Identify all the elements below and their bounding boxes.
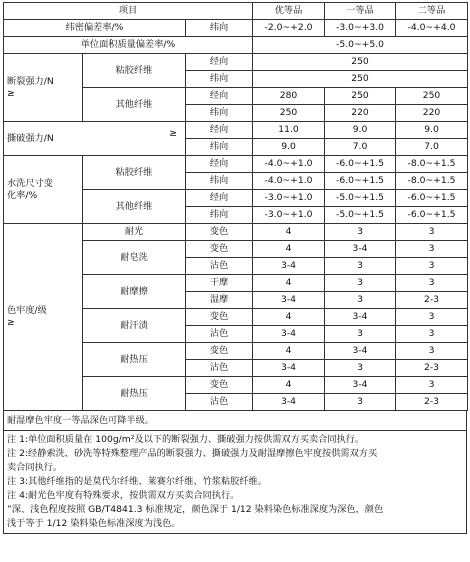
wash-viscose-weft-v3: -8.0~+1.5 <box>396 173 468 190</box>
tearing-ge: ≥ <box>169 128 177 139</box>
color-hot1-stain: 沾色 <box>186 360 253 377</box>
color-r11-v3: 2-3 <box>396 394 468 411</box>
breaking-viscose-weft-val: 250 <box>253 71 468 88</box>
color-r6-v3: 3 <box>396 309 468 326</box>
color-rub: 耐摩擦 <box>83 275 186 309</box>
breaking-other-weft-v3: 220 <box>396 105 468 122</box>
color-r8-v2: 3-4 <box>325 343 396 360</box>
breaking-other-warp-dir: 经向 <box>186 88 253 105</box>
color-soap-change: 变色 <box>186 241 253 258</box>
breaking-viscose-warp-val: 250 <box>253 54 468 71</box>
wash-other-weft-v1: -3.0~+1.0 <box>253 207 325 224</box>
color-r3-v1: 3-4 <box>253 258 325 275</box>
wash-label-line1: 水洗尺寸变 <box>7 177 53 189</box>
breaking-other-weft-v1: 250 <box>253 105 325 122</box>
color-r9-v2: 3 <box>325 360 396 377</box>
color-label-ge: ≥ <box>7 317 15 328</box>
color-r1-v1: 4 <box>253 224 325 241</box>
note-depth-2: 浅于等于 1/12 染料染色标准深度为浅色。 <box>7 518 181 529</box>
wash-viscose-weft-v2: -6.0~+1.5 <box>325 173 396 190</box>
note-wet-rub: 耐湿摩色牢度一等品深色可降半级。 <box>7 415 154 426</box>
color-hot2-change: 变色 <box>186 377 253 394</box>
color-r8-v1: 4 <box>253 343 325 360</box>
color-r2-v2: 3-4 <box>325 241 396 258</box>
breaking-other-weft-v2: 220 <box>325 105 396 122</box>
color-r9-v1: 3-4 <box>253 360 325 377</box>
wash-viscose: 粘胶纤维 <box>83 156 186 190</box>
header-second: 二等品 <box>396 3 468 20</box>
note-3: 注 3:其他纤维指的是莫代尔纤维、莱赛尔纤维、竹浆粘胶纤维。 <box>7 476 267 487</box>
unit-mass-row <box>4 37 468 54</box>
tearing-weft-v3: 7.0 <box>396 139 468 156</box>
wash-label-line2: 化率/% <box>7 189 38 201</box>
color-r10-v2: 3-4 <box>325 377 396 394</box>
color-hot2-stain: 沾色 <box>186 394 253 411</box>
breaking-other-warp-v2: 250 <box>325 88 396 105</box>
color-r2-v1: 4 <box>253 241 325 258</box>
header-row <box>4 3 468 20</box>
color-sweat-stain: 沾色 <box>186 326 253 343</box>
color-r5-v3: 2-3 <box>396 292 468 309</box>
breaking-other-warp-v1: 280 <box>253 88 325 105</box>
notes-body <box>4 430 466 531</box>
color-r3-v3: 3 <box>396 258 468 275</box>
note-2a: 注 2:经静索洗、砂洗等特殊整理产品的断裂强力、撕破强力及耐湿摩擦色牢度按供需双方买 <box>7 448 378 459</box>
weft-density-v1: -2.0~+2.0 <box>253 20 325 37</box>
color-r6-v1: 4 <box>253 309 325 326</box>
breaking-other-warp-v3: 250 <box>396 88 468 105</box>
tearing-weft-v2: 7.0 <box>325 139 396 156</box>
wash-viscose-weft-v1: -4.0~+1.0 <box>253 173 325 190</box>
breaking-viscose: 粘胶纤维 <box>83 54 186 88</box>
weft-density-v3: -4.0~+4.0 <box>396 20 468 37</box>
color-rub-wet: 湿摩 <box>186 292 253 309</box>
color-label-line1: 色牢度/级 <box>7 305 47 316</box>
color-soap-stain: 沾色 <box>186 258 253 275</box>
color-r1-v2: 3 <box>325 224 396 241</box>
header-item: 项目 <box>4 3 253 20</box>
color-rub-dry: 干摩 <box>186 275 253 292</box>
note-2b: 卖合同执行。 <box>7 462 63 473</box>
color-row-1 <box>4 224 468 241</box>
color-hot1-change: 变色 <box>186 343 253 360</box>
spec-document <box>3 2 467 534</box>
color-label <box>4 224 83 411</box>
wash-other-warp-v2: -5.0~+1.5 <box>325 190 396 207</box>
tearing-weft-dir: 纬向 <box>186 139 253 156</box>
tearing-warp-dir: 经向 <box>186 122 253 139</box>
weft-density-label: 纬密偏差率/% <box>4 20 186 37</box>
color-r8-v3: 3 <box>396 343 468 360</box>
wash-viscose-warp-dir: 经向 <box>186 156 253 173</box>
note-4: 注 4:耐光色牢度有特殊要求，按供需双方买卖合同执行。 <box>7 490 240 501</box>
color-r2-v3: 3 <box>396 241 468 258</box>
color-hot1: 耐热压 <box>83 343 186 377</box>
wash-other-warp-v3: -6.0~+1.5 <box>396 190 468 207</box>
breaking-row-1 <box>4 54 468 71</box>
color-r4-v3: 3 <box>396 275 468 292</box>
breaking-other: 其他纤维 <box>83 88 186 122</box>
wash-row-1 <box>4 156 468 173</box>
note-1: 注 1:单位面积质量在 100g/m²及以下的断裂强力、撕破强力按供需双方买卖合同执行。 <box>7 434 365 445</box>
breaking-other-weft-dir: 纬向 <box>186 105 253 122</box>
unit-mass-label: 单位面积质量偏差率/% <box>4 37 253 54</box>
notes-section <box>3 411 467 534</box>
color-r3-v2: 3 <box>325 258 396 275</box>
tearing-row-1 <box>4 122 468 139</box>
color-sweat: 耐汗渍 <box>83 309 186 343</box>
breaking-label-ge: ≥ <box>7 87 15 99</box>
color-r6-v2: 3-4 <box>325 309 396 326</box>
color-r5-v2: 3 <box>325 292 396 309</box>
color-soap: 耐皂洗 <box>83 241 186 275</box>
tearing-warp-v2: 9.0 <box>325 122 396 139</box>
breaking-label-line1: 断裂强力/N <box>7 75 54 87</box>
spec-table <box>3 2 468 411</box>
tearing-warp-v3: 9.0 <box>396 122 468 139</box>
color-r10-v3: 3 <box>396 377 468 394</box>
wash-viscose-warp-v3: -8.0~+1.5 <box>396 156 468 173</box>
color-sweat-change: 变色 <box>186 309 253 326</box>
wash-viscose-warp-v1: -4.0~+1.0 <box>253 156 325 173</box>
weft-density-dir: 纬向 <box>186 20 253 37</box>
unit-mass-value: -5.0~+5.0 <box>253 37 468 54</box>
wash-other-warp-v1: -3.0~+1.0 <box>253 190 325 207</box>
header-superior: 优等品 <box>253 3 325 20</box>
color-r7-v2: 3 <box>325 326 396 343</box>
color-r9-v3: 2-3 <box>396 360 468 377</box>
tearing-warp-v1: 11.0 <box>253 122 325 139</box>
color-r4-v1: 4 <box>253 275 325 292</box>
wash-other-warp-dir: 经向 <box>186 190 253 207</box>
color-r5-v1: 3-4 <box>253 292 325 309</box>
wash-viscose-weft-dir: 纬向 <box>186 173 253 190</box>
wash-other-weft-v3: -6.0~+1.5 <box>396 207 468 224</box>
tearing-label <box>4 122 186 156</box>
breaking-viscose-warp-dir: 经向 <box>186 54 253 71</box>
wash-label <box>4 156 83 224</box>
color-light: 耐光 <box>83 224 186 241</box>
color-light-change: 变色 <box>186 224 253 241</box>
note-depth-1: ”深、浅色程度按照 GB/T4841.3 标准规定，颜色深于 1/12 染料染色标准深度为深色，颜色 <box>7 504 384 515</box>
color-r4-v2: 3 <box>325 275 396 292</box>
tearing-label-text: 撕破强力/N <box>7 132 54 144</box>
color-r10-v1: 4 <box>253 377 325 394</box>
color-r1-v3: 3 <box>396 224 468 241</box>
weft-density-v2: -3.0~+3.0 <box>325 20 396 37</box>
tearing-weft-v1: 9.0 <box>253 139 325 156</box>
color-r11-v2: 3 <box>325 394 396 411</box>
breaking-viscose-weft-dir: 纬向 <box>186 71 253 88</box>
color-r11-v1: 3-4 <box>253 394 325 411</box>
header-first: 一等品 <box>325 3 396 20</box>
color-hot2: 耐热压 <box>83 377 186 411</box>
weft-density-row <box>4 20 468 37</box>
wash-other-weft-v2: -5.0~+1.5 <box>325 207 396 224</box>
wash-other-weft-dir: 纬向 <box>186 207 253 224</box>
wash-other: 其他纤维 <box>83 190 186 224</box>
color-r7-v1: 3-4 <box>253 326 325 343</box>
color-r7-v3: 3 <box>396 326 468 343</box>
wash-viscose-warp-v2: -6.0~+1.5 <box>325 156 396 173</box>
breaking-label <box>4 54 83 122</box>
